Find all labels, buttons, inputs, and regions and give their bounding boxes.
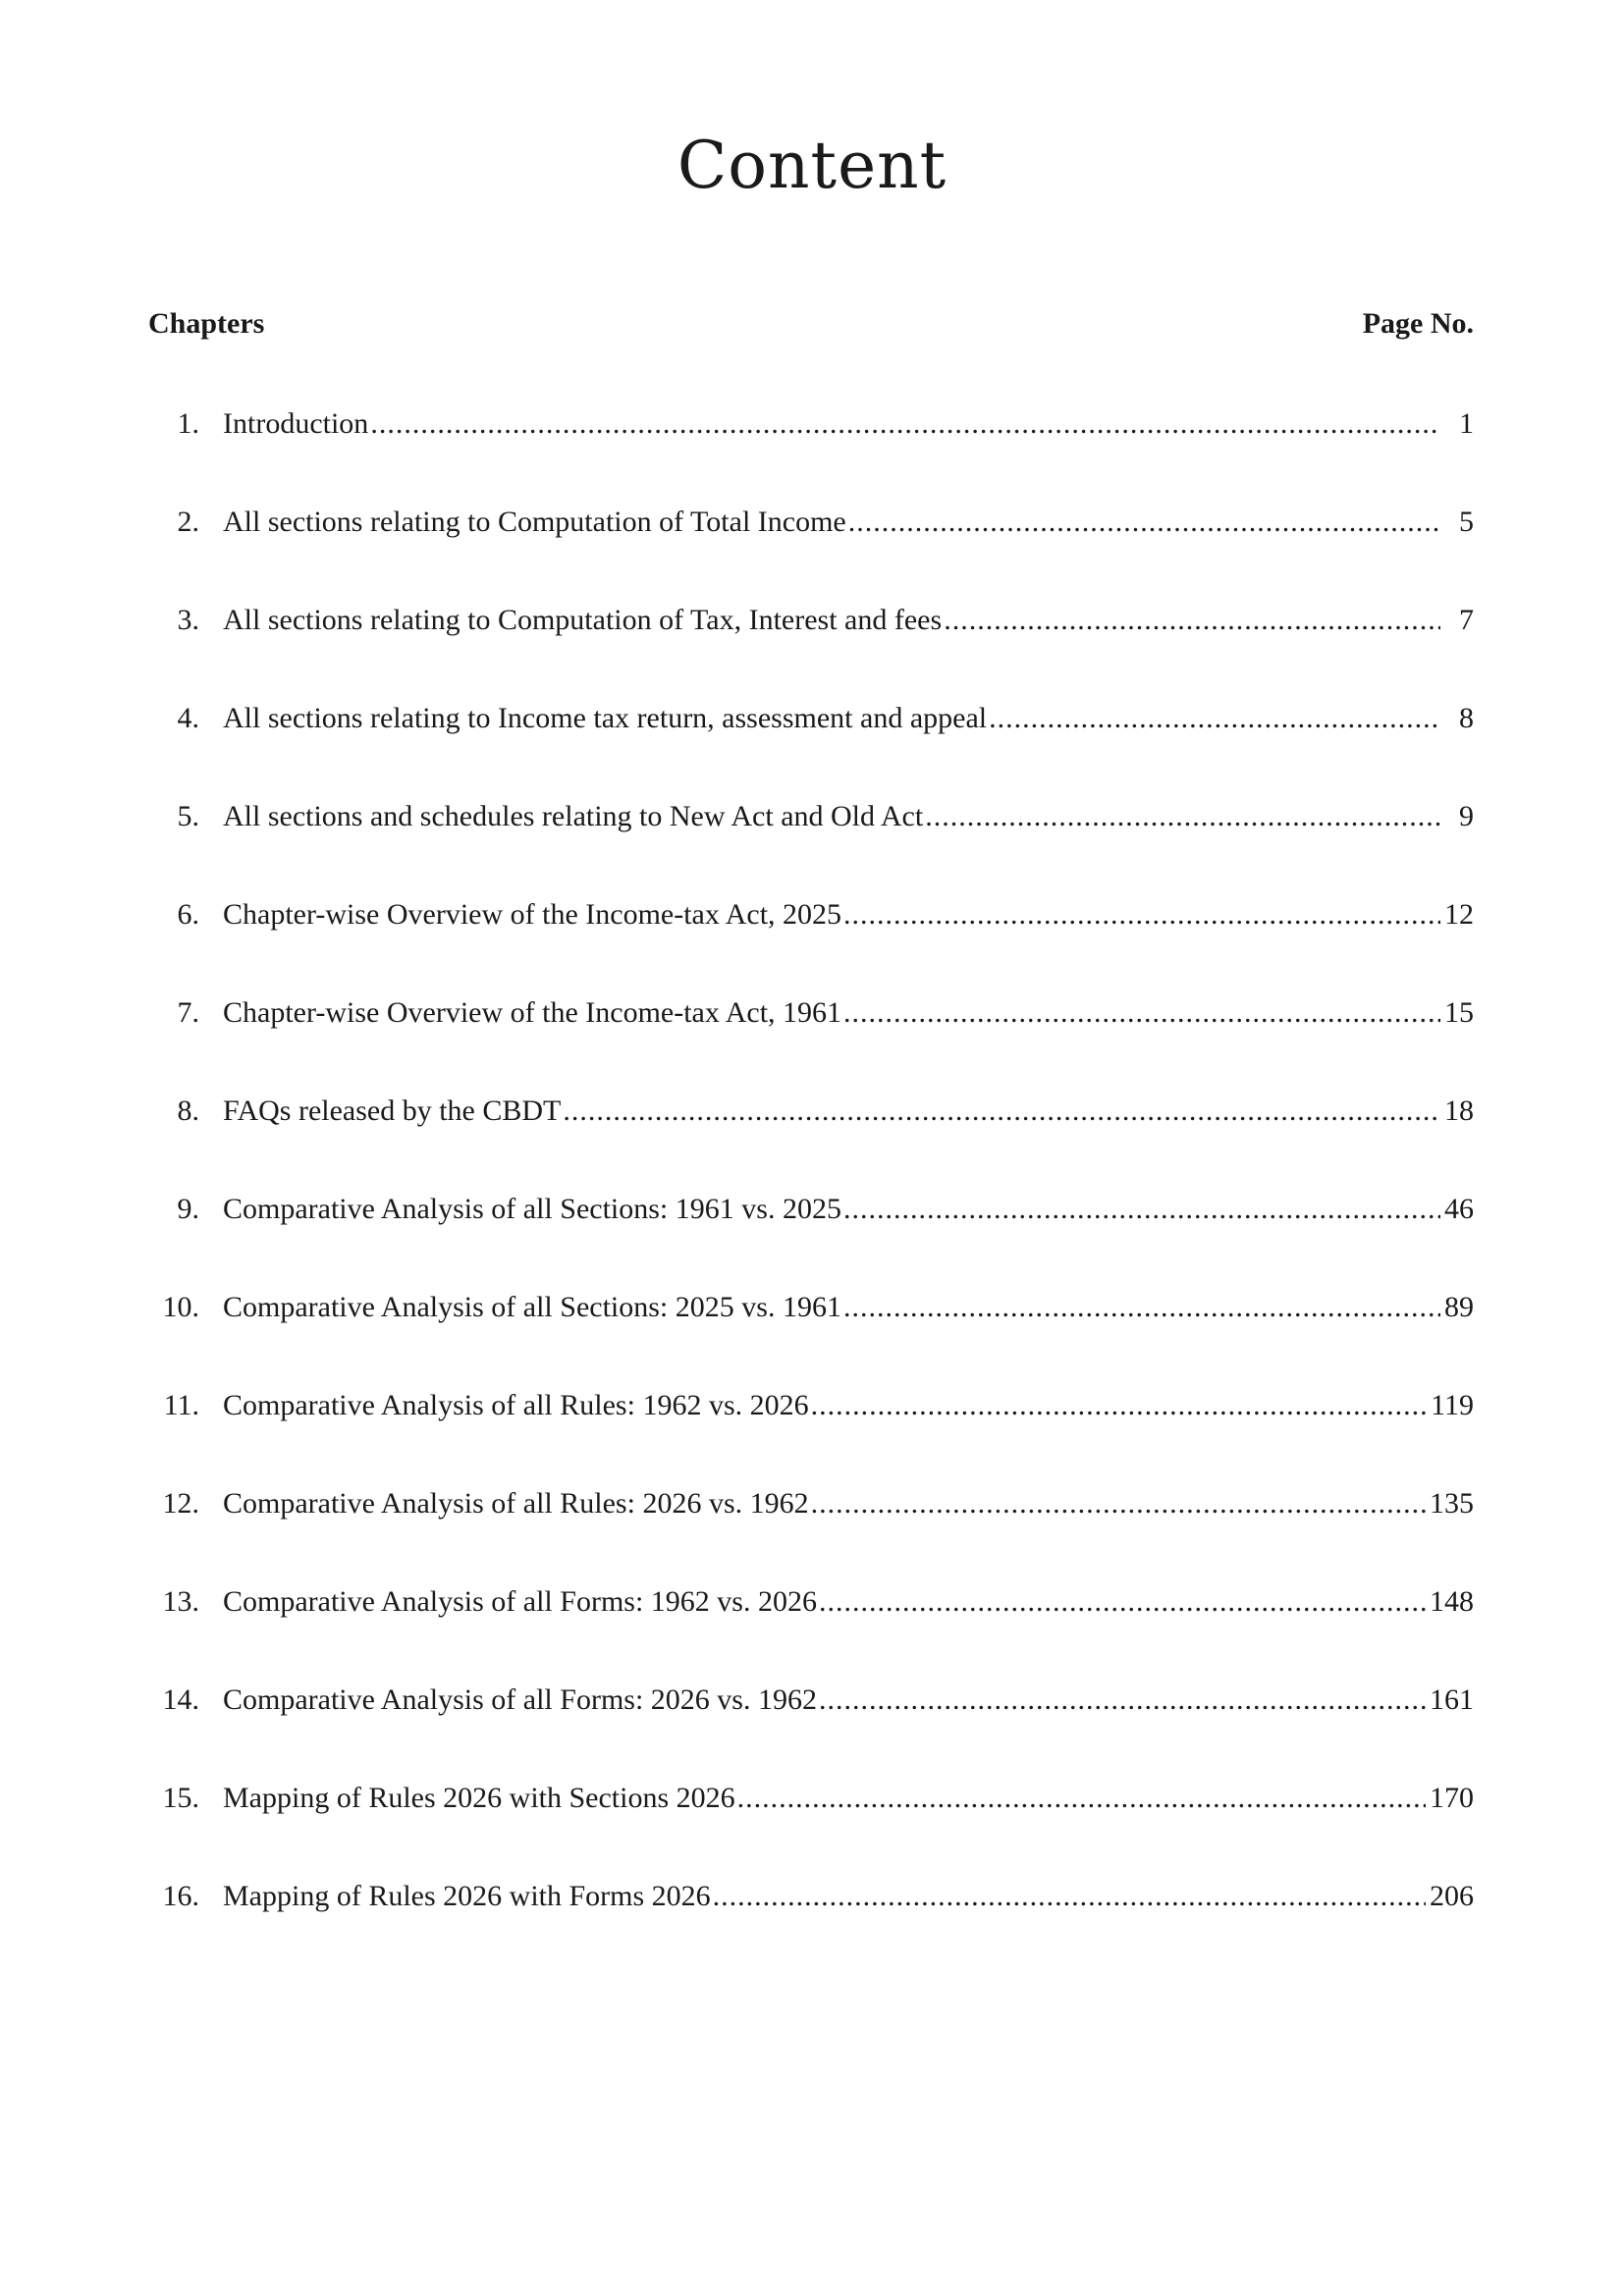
toc-header xyxy=(148,306,1474,342)
dot-leader xyxy=(843,1290,1440,1325)
dot-leader xyxy=(713,1879,1426,1914)
toc-entry[interactable] xyxy=(148,1388,1474,1486)
dot-leader xyxy=(819,1584,1426,1620)
toc-entry[interactable] xyxy=(148,1192,1474,1290)
dot-leader xyxy=(944,603,1440,638)
dot-leader xyxy=(843,897,1440,933)
toc-entry-number: 2. xyxy=(177,506,199,538)
toc-entry[interactable] xyxy=(148,1290,1474,1388)
toc-entry-page-number[interactable]: 161 xyxy=(1430,1683,1474,1716)
toc-entry-title[interactable]: Introduction xyxy=(223,407,369,440)
toc-entry-title[interactable]: All sections relating to Computation of Tax, Interest and fees xyxy=(223,604,943,636)
toc-entry-page-number[interactable]: 135 xyxy=(1430,1487,1474,1520)
dot-leader xyxy=(925,799,1440,834)
toc-entry-page-number[interactable]: 1 xyxy=(1459,407,1474,440)
toc-entry-page-number[interactable]: 5 xyxy=(1459,506,1474,538)
toc-entry[interactable] xyxy=(148,1879,1474,1977)
toc-entry[interactable] xyxy=(148,897,1474,995)
dot-leader xyxy=(563,1094,1440,1129)
toc-entry[interactable] xyxy=(148,1682,1474,1781)
toc-entry[interactable] xyxy=(148,406,1474,505)
dot-leader xyxy=(843,1192,1440,1227)
toc-entry-page-number[interactable]: 206 xyxy=(1430,1880,1474,1912)
toc-entry-page-number[interactable]: 46 xyxy=(1444,1193,1474,1225)
toc-entry-number: 1. xyxy=(177,407,199,440)
toc-entry-number: 7. xyxy=(177,996,199,1029)
toc-entry-number: 13. xyxy=(162,1585,199,1618)
toc-entry-page-number[interactable]: 18 xyxy=(1444,1095,1474,1127)
toc-entry-title[interactable]: All sections relating to Income tax return, assessment and appeal xyxy=(223,702,988,734)
toc-entry[interactable] xyxy=(148,505,1474,603)
toc-entry-title[interactable]: Chapter-wise Overview of the Income-tax Act, 1961 xyxy=(223,996,842,1029)
toc-entry-number: 8. xyxy=(177,1095,199,1127)
toc-entry-title[interactable]: Mapping of Rules 2026 with Forms 2026 xyxy=(223,1880,711,1912)
toc-entry-page-number[interactable]: 9 xyxy=(1459,800,1474,832)
toc-entry[interactable] xyxy=(148,701,1474,799)
toc-entry-page-number[interactable]: 170 xyxy=(1430,1782,1474,1814)
toc-entry-number: 6. xyxy=(177,898,199,931)
dot-leader xyxy=(848,505,1440,540)
toc-entry-title[interactable]: Comparative Analysis of all Sections: 2025 vs. 1961 xyxy=(223,1291,841,1323)
toc-entry-number: 12. xyxy=(162,1487,199,1520)
toc-entry-page-number[interactable]: 7 xyxy=(1459,604,1474,636)
toc-entry-number: 4. xyxy=(177,702,199,734)
toc-entry[interactable] xyxy=(148,1781,1474,1879)
dot-leader xyxy=(989,701,1440,736)
dot-leader xyxy=(811,1388,1427,1423)
toc-entry-title[interactable]: Chapter-wise Overview of the Income-tax Act, 2025 xyxy=(223,898,842,931)
toc-entry-number: 16. xyxy=(162,1880,199,1912)
toc-entry-number: 10. xyxy=(162,1291,199,1323)
chapters-column-header: Chapters xyxy=(148,307,265,340)
toc-entry-number: 5. xyxy=(177,800,199,832)
toc-entry-title[interactable]: Comparative Analysis of all Forms: 2026 vs. 1962 xyxy=(223,1683,817,1716)
toc-entry-page-number[interactable]: 119 xyxy=(1431,1389,1474,1421)
toc-entry-number: 11. xyxy=(163,1389,199,1421)
table-of-contents xyxy=(148,406,1474,1977)
toc-entry-title[interactable]: Comparative Analysis of all Rules: 1962 vs. 2026 xyxy=(223,1389,809,1421)
dot-leader xyxy=(370,406,1440,442)
dot-leader xyxy=(737,1781,1426,1816)
toc-entry-title[interactable]: Comparative Analysis of all Sections: 1961 vs. 2025 xyxy=(223,1193,841,1225)
toc-entry-number: 3. xyxy=(177,604,199,636)
toc-entry-title[interactable]: Comparative Analysis of all Forms: 1962 vs. 2026 xyxy=(223,1585,817,1618)
dot-leader xyxy=(843,995,1440,1031)
toc-entry-page-number[interactable]: 8 xyxy=(1459,702,1474,734)
toc-entry-title[interactable]: All sections relating to Computation of Total Income xyxy=(223,506,846,538)
toc-entry-title[interactable]: Mapping of Rules 2026 with Sections 2026 xyxy=(223,1782,735,1814)
toc-entry-number: 9. xyxy=(177,1193,199,1225)
toc-entry[interactable] xyxy=(148,995,1474,1094)
toc-entry-number: 14. xyxy=(162,1683,199,1716)
toc-entry[interactable] xyxy=(148,1584,1474,1682)
dot-leader xyxy=(811,1486,1426,1522)
toc-entry-title[interactable]: FAQs released by the CBDT xyxy=(223,1095,562,1127)
toc-entry[interactable] xyxy=(148,1094,1474,1192)
toc-entry-number: 15. xyxy=(162,1782,199,1814)
dot-leader xyxy=(819,1682,1426,1718)
toc-entry-page-number[interactable]: 89 xyxy=(1444,1291,1474,1323)
toc-entry[interactable] xyxy=(148,603,1474,701)
toc-entry-page-number[interactable]: 12 xyxy=(1444,898,1474,931)
toc-entry-title[interactable]: All sections and schedules relating to New Act and Old Act xyxy=(223,800,924,832)
toc-entry[interactable] xyxy=(148,799,1474,897)
toc-entry-title[interactable]: Comparative Analysis of all Rules: 2026 vs. 1962 xyxy=(223,1487,809,1520)
page-number-column-header: Page No. xyxy=(1362,307,1474,340)
toc-entry-page-number[interactable]: 148 xyxy=(1430,1585,1474,1618)
page-title: Content xyxy=(677,128,947,203)
toc-entry-page-number[interactable]: 15 xyxy=(1444,996,1474,1029)
toc-entry[interactable] xyxy=(148,1486,1474,1584)
